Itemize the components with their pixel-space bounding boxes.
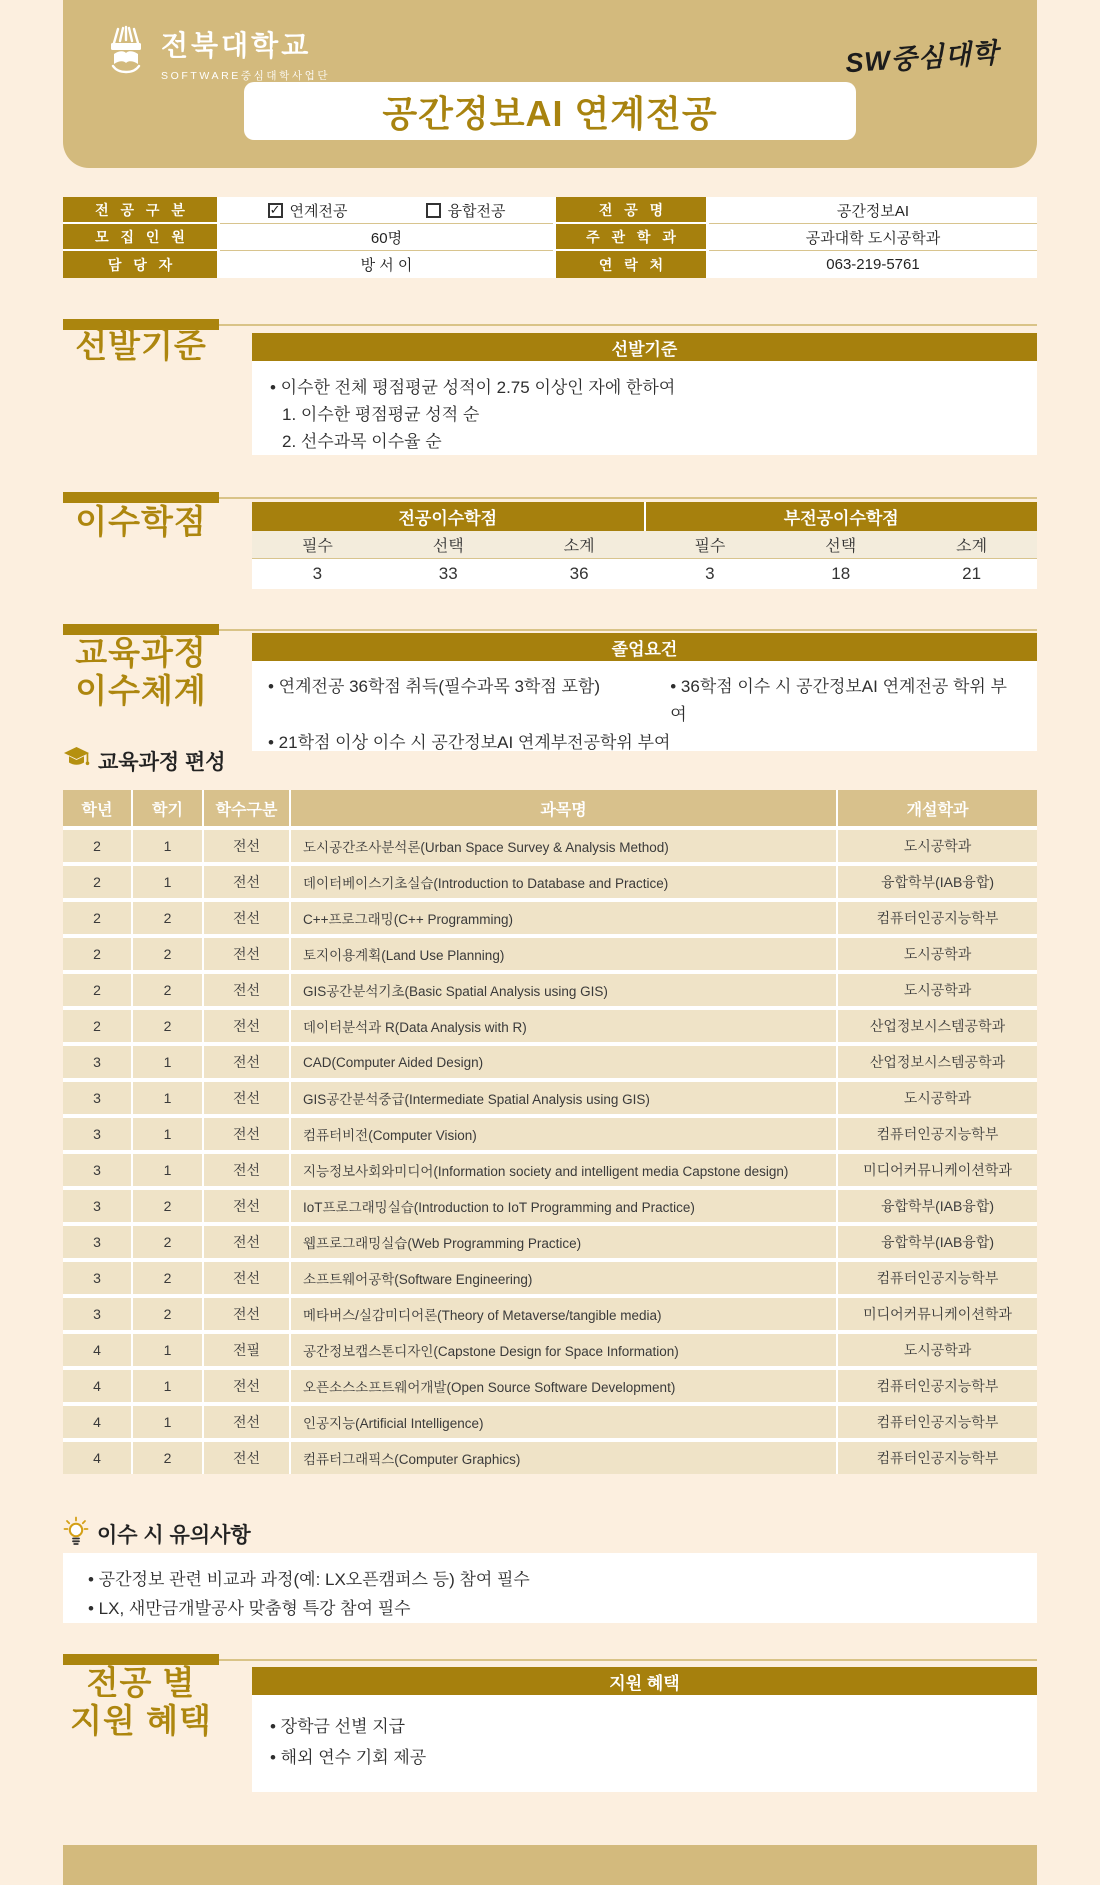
cell-course: 메타버스/실감미디어론(Theory of Metaverse/tangible media) [291, 1298, 836, 1330]
table-row [63, 1370, 1037, 1402]
sw-university-signature: SW중심대학 [844, 37, 1001, 79]
cell-course: 오픈소스소프트웨어개발(Open Source Software Development) [291, 1370, 836, 1402]
table-row [63, 1154, 1037, 1186]
cell-type: 전선 [204, 1370, 289, 1402]
cell-semester: 2 [133, 1010, 202, 1042]
cell-grade: 3 [63, 1298, 131, 1330]
cell-grade: 3 [63, 1226, 131, 1258]
unchecked-checkbox-icon [426, 203, 441, 218]
cell-dept: 산업정보시스템공학과 [838, 1046, 1037, 1078]
table-row [63, 1334, 1037, 1366]
cell-type: 전선 [204, 1154, 289, 1186]
cell-course: 지능정보사회와미디어(Information society and intelligent media Capstone design) [291, 1154, 836, 1186]
cell-grade: 2 [63, 830, 131, 862]
cell-grade: 2 [63, 866, 131, 898]
selection-line: 2. 선수과목 이수율 순 [282, 432, 442, 451]
cell-semester: 2 [133, 938, 202, 970]
cell-type: 전선 [204, 1262, 289, 1294]
cell-course: IoT프로그래밍실습(Introduction to IoT Programming and Practice) [291, 1190, 836, 1222]
cell-course: C++프로그래밍(C++ Programming) [291, 902, 836, 934]
graduation-bullet: • 연계전공 36학점 취득(필수과목 3학점 포함) [268, 677, 601, 696]
cell-grade: 3 [63, 1046, 131, 1078]
credits-value: 3 [644, 559, 775, 589]
section-heading-benefits: 전공 별 지원 혜택 [70, 1664, 212, 1739]
cell-type: 전선 [204, 974, 289, 1006]
checkbox-convergence-major [426, 200, 506, 221]
table-row [63, 1442, 1037, 1474]
cell-semester: 2 [133, 902, 202, 934]
cell-grade: 3 [63, 1154, 131, 1186]
table-row [63, 1118, 1037, 1150]
selection-line: • 이수한 전체 평점평균 성적이 2.75 이상인 자에 한하여 [270, 378, 676, 397]
graduation-cap-icon [63, 746, 90, 776]
program-info-table [63, 197, 1037, 278]
cell-type: 전선 [204, 1226, 289, 1258]
credits-value: 36 [514, 559, 645, 589]
info-value-managing-dept: 공과대학 도시공학과 [709, 224, 1037, 251]
cell-course: GIS공간분석기초(Basic Spatial Analysis using GIS) [291, 974, 836, 1006]
cell-grade: 3 [63, 1118, 131, 1150]
notes-heading: 이수 시 유의사항 [63, 1516, 251, 1552]
cell-semester: 1 [133, 1370, 202, 1402]
cell-dept: 컴퓨터인공지능학부 [838, 1370, 1037, 1402]
cell-grade: 3 [63, 1082, 131, 1114]
cell-dept: 컴퓨터인공지능학부 [838, 902, 1037, 934]
column-header-semester: 학기 [133, 790, 202, 826]
cell-semester: 2 [133, 1298, 202, 1330]
table-row [63, 866, 1037, 898]
credits-subheader: 선택 [775, 531, 906, 559]
info-value-major-name: 공간정보AI [709, 197, 1037, 224]
cell-type: 전선 [204, 1190, 289, 1222]
curriculum-table [63, 790, 1037, 1474]
info-value-contact-person: 방 서 이 [360, 257, 413, 274]
info-value-phone: 063-219-5761 [826, 256, 920, 273]
cell-semester: 1 [133, 1154, 202, 1186]
cell-dept: 컴퓨터인공지능학부 [838, 1118, 1037, 1150]
column-header-grade: 학년 [63, 790, 131, 826]
section-heading-credits: 이수학점 [75, 503, 207, 540]
cell-dept: 컴퓨터인공지능학부 [838, 1406, 1037, 1438]
cell-grade: 2 [63, 974, 131, 1006]
cell-type: 전선 [204, 1298, 289, 1330]
page-title: 공간정보AI 연계전공 [382, 92, 718, 134]
info-label-division: 전 공 구 분 [63, 197, 220, 224]
cell-type: 전선 [204, 938, 289, 970]
benefits-bar: 지원 혜택 [252, 1667, 1037, 1695]
column-header-type: 학수구분 [204, 790, 289, 826]
section-heading-selection: 선발기준 [75, 327, 207, 364]
cell-type: 전선 [204, 1046, 289, 1078]
graduation-cap-logo-icon [103, 25, 149, 82]
benefits-bullet: • 장학금 선별 지급 [270, 1717, 406, 1736]
table-row [63, 1010, 1037, 1042]
credits-value: 3 [252, 559, 383, 589]
info-value-division [220, 197, 553, 224]
cell-course: 데이터베이스기초실습(Introduction to Database and Practice) [291, 866, 836, 898]
credits-subheader: 소계 [906, 531, 1037, 559]
column-header-course: 과목명 [291, 790, 836, 826]
cell-course: 도시공간조사분석론(Urban Space Survey & Analysis Method) [291, 830, 836, 862]
cell-dept: 미디어커뮤니케이션학과 [838, 1298, 1037, 1330]
column-header-dept: 개설학과 [838, 790, 1037, 826]
cell-type: 전선 [204, 902, 289, 934]
table-row [63, 1082, 1037, 1114]
cell-dept: 도시공학과 [838, 830, 1037, 862]
cell-semester: 1 [133, 830, 202, 862]
cell-course: CAD(Computer Aided Design) [291, 1046, 836, 1078]
header-band [63, 0, 1037, 168]
lightbulb-icon [63, 1516, 89, 1552]
credits-subheader: 소계 [514, 531, 645, 559]
checkbox-label: 연계전공 [289, 202, 348, 220]
cell-course: 소프트웨어공학(Software Engineering) [291, 1262, 836, 1294]
page-title-box [244, 82, 856, 140]
cell-dept: 융합학부(IAB융합) [838, 1226, 1037, 1258]
table-row [63, 1226, 1037, 1258]
cell-semester: 2 [133, 974, 202, 1006]
cell-dept: 도시공학과 [838, 1334, 1037, 1366]
credits-subheader: 필수 [252, 531, 383, 559]
checked-checkbox-icon: ✓ [268, 203, 283, 218]
checkbox-label: 융합전공 [447, 202, 506, 220]
cell-grade: 4 [63, 1442, 131, 1474]
cell-type: 전선 [204, 1442, 289, 1474]
credits-value: 21 [906, 559, 1037, 589]
graduation-requirements-box [252, 661, 1037, 751]
cell-course: 데이터분석과 R(Data Analysis with R) [291, 1010, 836, 1042]
logo-title: 전북대학교 [161, 30, 312, 61]
cell-dept: 컴퓨터인공지능학부 [838, 1442, 1037, 1474]
credits-subheader: 선택 [383, 531, 514, 559]
curriculum-table-header [63, 790, 1037, 826]
cell-type: 전필 [204, 1334, 289, 1366]
cell-semester: 2 [133, 1190, 202, 1222]
cell-semester: 1 [133, 1046, 202, 1078]
cell-course: 웹프로그래밍실습(Web Programming Practice) [291, 1226, 836, 1258]
cell-semester: 2 [133, 1226, 202, 1258]
table-row [63, 830, 1037, 862]
cell-course: 인공지능(Artificial Intelligence) [291, 1406, 836, 1438]
cell-dept: 융합학부(IAB융합) [838, 1190, 1037, 1222]
credits-minor-header: 부전공이수학점 [646, 502, 1038, 531]
credits-table [252, 502, 1037, 589]
cell-type: 전선 [204, 1406, 289, 1438]
cell-type: 전선 [204, 1118, 289, 1150]
credits-value: 18 [775, 559, 906, 589]
cell-semester: 1 [133, 1118, 202, 1150]
cell-type: 전선 [204, 830, 289, 862]
info-label-phone: 연 락 처 [553, 251, 709, 278]
benefits-box [252, 1695, 1037, 1792]
selection-criteria-bar: 선발기준 [252, 333, 1037, 361]
info-label-major-name: 전 공 명 [553, 197, 709, 224]
footer-band [63, 1845, 1037, 1885]
table-row [63, 1406, 1037, 1438]
credits-value: 33 [383, 559, 514, 589]
cell-type: 전선 [204, 1082, 289, 1114]
graduation-bullet: • 21학점 이상 이수 시 공간정보AI 연계부전공학위 부여 [268, 733, 671, 752]
cell-grade: 3 [63, 1262, 131, 1294]
benefits-bullet: • 해외 연수 기회 제공 [270, 1748, 427, 1767]
cell-semester: 1 [133, 1334, 202, 1366]
cell-semester: 2 [133, 1262, 202, 1294]
selection-line: 1. 이수한 평점평균 성적 순 [282, 405, 480, 424]
info-label-managing-dept: 주 관 학 과 [553, 224, 709, 251]
graduation-bullet: • 36학점 이수 시 공간정보AI 연계전공 학위 부여 [670, 677, 1007, 724]
table-row [63, 1298, 1037, 1330]
cell-dept: 도시공학과 [838, 938, 1037, 970]
cell-type: 전선 [204, 1010, 289, 1042]
cell-dept: 도시공학과 [838, 974, 1037, 1006]
cell-semester: 1 [133, 1406, 202, 1438]
notes-bullet: • LX, 새만금개발공사 맞춤형 특강 참여 필수 [88, 1599, 411, 1618]
table-row [63, 1262, 1037, 1294]
credits-subheader: 필수 [644, 531, 775, 559]
section-heading-curriculum-system: 교육과정 이수체계 [75, 634, 207, 709]
curriculum-composition-label: 교육과정 편성 [63, 746, 226, 776]
checkbox-linked-major [268, 200, 348, 221]
table-row [63, 1190, 1037, 1222]
notes-box [63, 1553, 1037, 1623]
credits-major-header: 전공이수학점 [252, 502, 644, 531]
cell-grade: 2 [63, 938, 131, 970]
cell-semester: 2 [133, 1442, 202, 1474]
university-logo [103, 24, 330, 83]
cell-semester: 1 [133, 1082, 202, 1114]
cell-semester: 1 [133, 866, 202, 898]
cell-grade: 2 [63, 1010, 131, 1042]
cell-course: 컴퓨터비전(Computer Vision) [291, 1118, 836, 1150]
cell-course: 공간정보캡스톤디자인(Capstone Design for Space Information) [291, 1334, 836, 1366]
cell-grade: 3 [63, 1190, 131, 1222]
cell-grade: 2 [63, 902, 131, 934]
cell-grade: 4 [63, 1406, 131, 1438]
cell-type: 전선 [204, 866, 289, 898]
logo-subtitle: SOFTWARE중심대학사업단 [161, 70, 331, 82]
cell-dept: 컴퓨터인공지능학부 [838, 1262, 1037, 1294]
table-row [63, 938, 1037, 970]
cell-dept: 산업정보시스템공학과 [838, 1010, 1037, 1042]
info-label-contact-person: 담 당 자 [63, 251, 220, 278]
cell-grade: 4 [63, 1370, 131, 1402]
curriculum-table-body [63, 830, 1037, 1474]
cell-course: GIS공간분석중급(Intermediate Spatial Analysis using GIS) [291, 1082, 836, 1114]
info-value-quota: 60명 [220, 224, 553, 251]
table-row [63, 974, 1037, 1006]
selection-criteria-box [252, 361, 1037, 455]
cell-dept: 도시공학과 [838, 1082, 1037, 1114]
cell-grade: 4 [63, 1334, 131, 1366]
graduation-requirements-bar: 졸업요건 [252, 633, 1037, 661]
cell-dept: 융합학부(IAB융합) [838, 866, 1037, 898]
info-label-quota: 모 집 인 원 [63, 224, 220, 251]
notes-bullet: • 공간정보 관련 비교과 과정(예: LX오픈캠퍼스 등) 참여 필수 [88, 1570, 530, 1589]
table-row [63, 902, 1037, 934]
cell-course: 컴퓨터그래픽스(Computer Graphics) [291, 1442, 836, 1474]
cell-dept: 미디어커뮤니케이션학과 [838, 1154, 1037, 1186]
table-row [63, 1046, 1037, 1078]
cell-course: 토지이용계획(Land Use Planning) [291, 938, 836, 970]
